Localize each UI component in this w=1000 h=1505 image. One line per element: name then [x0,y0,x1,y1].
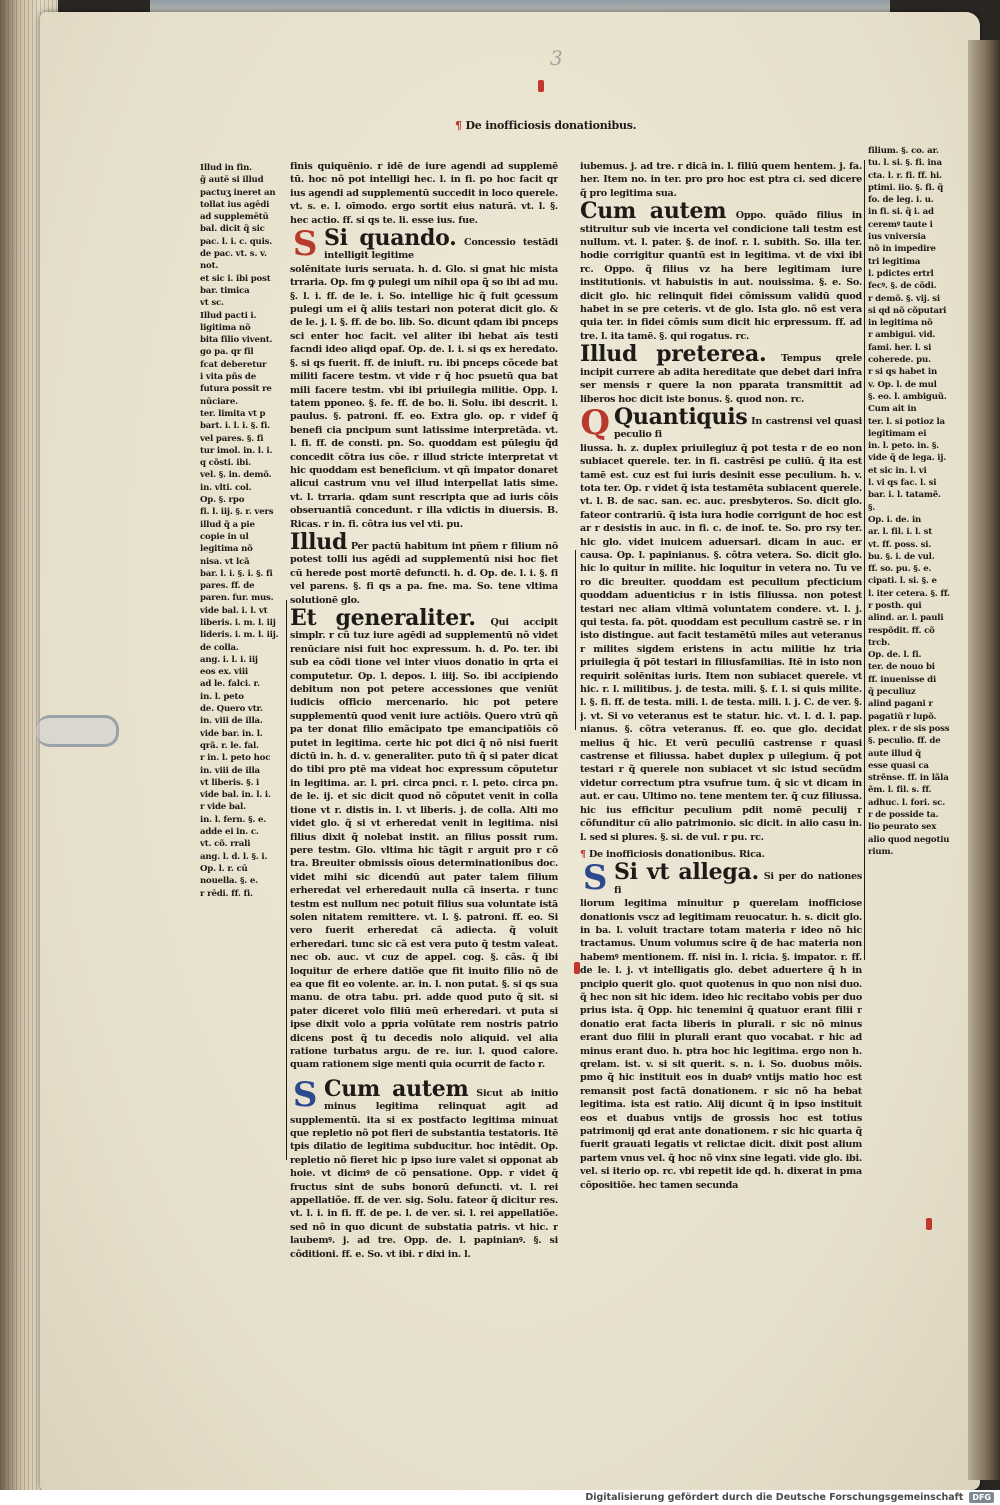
gloss-line: ter. de nouo bi [868,662,935,673]
gloss-line: ter. limita vt p [200,408,266,419]
left-margin-gloss [200,162,282,1272]
gloss-line: lideris. i. m. l. iij. [200,630,279,641]
gloss-line: nõ in impedire [868,244,936,255]
digitization-footer [0,1490,1000,1505]
gloss-line: respõdit. ff. cõ [868,625,935,636]
section-illud [290,528,558,607]
gloss-line: tollat ius agēdi [200,199,270,210]
section-et-generaliter [290,607,558,1072]
section-heading: Si quando. [324,225,457,252]
gloss-line: ter. l. si potioz la [868,416,945,427]
gloss-line: bar. i. l. tatamẽ. §. [868,490,941,513]
main-column-left [290,160,558,1420]
gloss-line: vide bal. in. l. i. [200,790,271,801]
gloss-line: esse quasi ca [868,760,929,771]
section-heading: Et generaliter. [290,605,476,631]
gloss-line: vt. cõ. rrali [200,839,251,850]
margin-rule-far-right [864,160,865,960]
gloss-line: v. Op. l. de mul [868,379,937,390]
section-body: solēnitate iuris seruata. h. d. Glo. si gnat hic mista trraria. Op. fm ꝙ pulegi um nihil opa q̃ so ibi ad mu. §. l. i. ff. de le. i. So. intellige hic q̃ fuit ꝯcessum pulegi um ei q̃ aliis testari non poterat dicit glo. & de le. j. l. §. ff. de bo. lib. So. dicunt qdam ibi pnceps sci enter hoc facit. vel aliter ibi hebat aīs testi facndi ideo aliqd opaf. Op. de. l. i. si qs ex heredato. §. si qs fuerit. ff. de iniuft. ru. ibi pnceps cõcede bat militi facere testm. vt vide r q̃ hoc psuetū qua bat mili facere testm. vbi ibi priuilegia militie. Opp. l. tatem pponeo. §. fe. ff. de bo. li. Solu. ibi descrit. l. paulus. §. patroni. ff. eo. Extra glo. op. r videf q̃ benefi cia pncipum sunt latissime interpretāda. vt. l. fi. ff. de consti. pn. So. quoddam est pūlegiu q̃d concedit cõtra ius cõe. r illud stricte interpretat vt hic quoddam est beneficium. vt qñ impator donaret alicui castrum vnu vel illud interpellat latis sime. vt. l. trraria. qdam sunt rescripta que ad iuris cõis obseruantiã concedunt. r illa vdictis in diuersis. B. Ricas. r in. fi. cõtra ius vel vti. pu. [290,263,558,530]
section-cum-autem-bottom [290,1074,558,1261]
section-lead: Concessio testādi intelligit legitime [324,237,558,262]
column-left-intro: finis quiquēnio. r idē de iure agendi ad supplemē tū. hoc nõ pot intelligi hec. l. in fi. po hoc facit qr ius agendi ad supplementū succedit in loco querele. vt. s. e. l. oīmodo. ergo sortit eius naturā. vt. l. §. hec actio. ff. si qs te. li. esse ius. fue. [290,161,558,226]
gloss-line: legitima nõ [200,544,253,555]
gloss-line: vt. ff. poss. si. [868,539,932,550]
margin-rule-left [286,600,287,1160]
dfg-logo: DFG [969,1492,994,1503]
section-lead: Si per do nationes fi [614,871,862,896]
gloss-line: cta. l. r. fi. ff. hi. [868,170,942,181]
section-body: Per pactū habitum int pñem r filium nõ potest tolli ius agēdi ad supplementū nisi hoc fiet cū herede post mortē defuncti. h. d. Op. de. l. i. §. fi vel parens. §. fi qs a pa. fne. ma. So. tene vltima solutionē glo. [290,540,558,606]
gloss-line: eos ex. viii [200,667,248,678]
gloss-line: trcb. [868,637,890,648]
gloss-line: nisa. vt lcã [200,556,250,567]
gloss-line: bar. l. i. §. i. §. fi [200,568,273,579]
column-right-intro: iubemus. j. ad tre. r dicā in. l. filiū quem hentem. j. fa. her. Item no. in ter. pro pro hoc est ptra ci. sed dicere q̃ pro legitima sua. [580,161,862,199]
page-clip [36,715,119,747]
gloss-line: vt liberis. §. i [200,777,260,788]
gloss-line: r de posside ta. [868,810,939,821]
folio-number: 3 [550,46,563,70]
gloss-line: bu. §. i. de vul. [868,551,935,562]
gloss-line: in. vlti. col. [200,482,252,493]
gloss-line: r vide bal. [200,802,246,813]
gloss-line: vel. §. in. demõ. [200,470,272,481]
gloss-line: Op. l. r. cū [200,863,248,874]
gloss-line: fcat deberetur [200,359,267,370]
gloss-line: g̃ autē si illud [200,175,264,186]
section-si-vt-allega [580,858,862,1192]
gloss-line: ad le. falci. r. [200,679,260,690]
gloss-line: filium. §. co. ar. [868,146,939,156]
gloss-line: tu. l. si. §. fi. ina [868,158,942,169]
gloss-line: aute illud q̃ [868,748,921,759]
gloss-line: tri legitima [868,256,921,267]
gloss-line: Illud in fin. [200,163,252,173]
right-margin-gloss [868,145,950,965]
gloss-line: bita filio vivent. [200,335,273,346]
gloss-line: illud q̃ a pie [200,519,255,530]
gloss-line: Illud pacti i. [200,310,257,321]
gloss-line: bart. i. l. i. §. fi. [200,421,271,432]
gloss-line: r si qs habet in [868,367,938,378]
gloss-line: pares. ff. de [200,581,255,592]
gloss-line: Cum ait in [868,404,917,415]
section-lead: In castrensi vel quasi peculio fi [614,415,862,441]
gloss-line: vide bar. in. l. [200,728,263,739]
gloss-line: pactuʒ ineret an [200,187,276,198]
gloss-line: Op. §. rpo [200,495,245,506]
section-heading: Quantiquis [614,403,748,430]
gloss-line: vt sc. [200,298,224,309]
gloss-line: q̃ peculiuz [868,687,916,698]
gloss-line: r in. l. peto hoc [200,753,271,764]
gloss-line: in. l. peto [200,691,244,702]
gloss-line: legitimam ei [868,428,927,439]
margin-rule-right [575,550,576,730]
gloss-line: nūciare. [200,396,238,407]
initial-q-red: Q [580,402,610,443]
gloss-line: de. Quero vtr. [200,704,263,715]
gloss-line: in. l. fern. §. e. [200,814,267,825]
section-si-quando [290,224,558,531]
gloss-line: de pac. vt. s. v. not. [200,249,267,272]
running-head-text: De inofficiosis donationibus. [465,119,637,132]
rubric-mark-top [538,80,544,92]
rubric-text: De inofficiosis donationibus. Rica. [588,848,765,860]
gloss-line: ang. i. l. i. iij [200,654,258,665]
gloss-line: ceremꝰ taute i [868,219,933,230]
gloss-line: et sic i. ibi post [200,273,271,284]
gloss-line: adde ei in. c. [200,827,259,838]
gloss-line: in fi. si. q̃ i. ad [868,207,934,218]
gloss-line: §. peculio. ff. de [868,736,941,747]
gloss-line: l. vi qs fac. l. si [868,478,937,489]
gloss-line: vel pares. §. fi [200,433,264,444]
gloss-line: i vita pñs de [200,372,257,383]
gloss-line: fecꝰ. §. de cõdi. [868,281,937,292]
gloss-line: plex. r de sis poss [868,723,950,734]
gloss-line: nouella. §. e. [200,876,258,887]
section-heading: Si vt allega. [614,859,759,886]
gloss-line: qrã. r. le. fal. [200,740,259,751]
gloss-line: ius vniversia [868,232,926,243]
gloss-line: in legitima nõ [868,318,933,329]
section-body: Qui accipit simplr. r cũ tuz iure agēdi ad supplementū nõ videt renūciare nisi fuit hoc expressum. h. d. Po. ter. ibi sub ea cõdi tione vel inter viuos donatio in qrta ei computetur. Op. l. depos. l. iiij. So. ibi accipiendo debitum non pot petere accessiones que veniūt iudicis officio mercenario. hic pot petere supplementū quod venit iure actiõis. Quero vtrū qñ pa ter donat filio emãcipato tpe emancipatiõis cõ putet in legitima. certe hic pot dici q̃ nõ nisi fuerit dictū in. h. d. v. generaliter. puto tñ q̃ si pater dicat do tibi pro ptē ma videat hoc expressum cõputetur in legitima. ar. l. pri. circa pnci. r. l. peto. circa pn. de le. ij. et sic dicit quod nõ cõputet venit in colla tione vt r. distis in. l. vt liberis. j. de colla. Alti mo videt glo. q̃ si vt erheredat venit in legitima. nisi filius dixit q̃ nolebat instit. an filius possit rum. pere testm. Glo. vltima hic tāgit r arguit pro r cõ tra. Breuiter obmissis oīous determinationibus doc. videt mihi sic dicendū aut pater talem filium erheredat vel erheredauit nulla cã inserta. r tunc testm est nullum nec potuit filius sua voluntate istā solen nitatem remittere. vt. l. §. patroni. ff. eo. Si vero fuerit erheredat cã adiecta. q̃ voluit erheredari. tunc sic cã est vera puto q̃ testm valeat. nec ob. auc. vt cuz de appel. cog. §. cãs. q̃ ibi loquitur de erhere datiõe que fit inuito filio nõ de ea que fit eo volente. ar. in. l. non putat. §. si qs sua manu. de otra tabu. pri. adde quod puto q̃ sit. si pater diceret volo filiū meū erheredari. vt puta si ipse dixit volo a ppria volūtate rem nostris patrio dicens post q̃ tu decedis nolo aliquid. vel alia ratione turbatus argu. de re. iur. l. quod calore. quam rationem sige menti quia ocurrit de facto r. [290,617,558,1071]
gloss-line: rium. [868,846,894,857]
gloss-line: l. iter cetera. §. ff. [868,588,950,599]
initial-s-red: S [292,224,318,265]
section-body: liussa. h. z. duplex priuilegiuz q̃ pot testa r de eo non subiacet querele. ter. in fi. castrēsi pe culiū. q̃ ita est tamē est. cuz est fui iuris desinit esse peculium. h. v. tota ter. Op. r videt q̃ ista testamēta subiacent querele. vt. l. B. de sac. san. ec. auc. presbyteros. So. dicit glo. fateor contrariū. q̃ ista iura hodie corrigunt de hoc est ar r desistis in auc. in fi. c. de inof. te. So. pro rsy ter. hic glo. videt inuicem aduersari. dicam in auc. er causa. Op. l. papinianus. §. cõtra vetera. So. dicit glo. hic lo quitur in milite. hic loquitur in vetera no. Tu ve ro dic breuiter. quoddam est peculium pfecticium quoddam aduenticius r in istis filiussa. non potest testari nec aliam vltimā voluntatem condere. vt. l. j. qui testa. fa. pōt. quoddam est peculium castrē se. r in isto distingue. aut facit testamētū miles aut veteranus r milites sigdem eristens in actu militie hz tria priuilegia q̃ pōt testari in filiusfamilias. Itē in isto non requirit solēnitas iuris. Item non subiacet querele. vt hic. r. l. militibus. j. de testa. mili. §. f. l. si quis milite. l. §. fi. ff. de testa. mili. l. de testa. mili. l. j. C. de ver. §. j. vt. Si vo veteranus est te statur. hic. vt. l. d. l. pap. nianus. §. cõtra veteranus. ff. eo. que glo. decidat melius q̃ hic. Et verū peculiū castrense r quasi castrense et filiussa. habet duplex p uilegium. q̃ pot testari r q̃ querele non subiacet vt sic istud secūdm videtur correctum ptra vsufrue tum. q̃ sic vt dicam in aut. er cau. Ultimo no. tene mentem ter. q̃ cuz filiussa. hic ius efficitur peculium pdit nomē peculij r cõfunditur cū alio patrimonio. sic dicit. in alio casu in. l. sed si plures. §. si. de vul. r pu. rc. [580,442,862,843]
section-cum-autem [580,200,862,343]
section-quantiquis [580,402,862,844]
gloss-line: r rēdi. ff. fi. [200,888,253,899]
paragraph-mark-icon: ¶ [580,848,586,860]
gloss-line: r demõ. §. vij. si [868,293,940,304]
gloss-line: ff. so. pu. §. e. [868,564,932,575]
initial-s-blue: S [292,1074,318,1115]
gloss-line: r posth. qui [868,600,922,611]
rubric-mark [574,962,580,974]
gloss-line: ad supplemētū [200,212,269,223]
gloss-line: alind. ar. l. pauli [868,613,944,624]
gloss-line: Op. i. de. in [868,514,922,525]
gloss-line: alind pagani r [868,699,933,710]
gloss-line: l. pdictes ertrl [868,268,934,279]
gloss-line: et sic in. l. vi [868,465,927,476]
gloss-line: in. viii de illa [200,765,260,776]
gloss-line: pagatiũ r lupõ. [868,711,937,722]
gloss-line: r ambigui. vid. [868,330,936,341]
gloss-line: ff. inuenisse di [868,674,937,685]
gloss-line: ang. l. d. l. §. i. [200,851,268,862]
section-heading: Cum autem [324,1075,469,1102]
running-head [455,119,655,132]
gloss-line: ptimi. iio. §. fi. q̃ [868,182,944,193]
section-illud-preterea [580,343,862,406]
gloss-line: vide bal. i. l. vt [200,605,268,616]
gloss-line: in. viii de illa. [200,716,263,727]
gloss-line: adhuc. l. fori. sc. [868,797,946,808]
gloss-line: alio quod negotiu [868,834,950,845]
gloss-line: paren. fur. mus. [200,593,274,604]
gloss-line: tur imol. in. l. i. [200,445,273,456]
gloss-line: bal. dicit q̃ sic [200,224,265,235]
section-heading: Illud [290,528,348,555]
gloss-line: coherede. pu. [868,355,931,366]
gloss-line: liberis. i. m. l. iij [200,617,276,628]
footer-text: Digitalisierung gefördert durch die Deutsche Forschungsgemeinschaft [585,1492,964,1503]
main-column-right [580,160,862,1420]
section-heading: Illud preterea. [580,341,767,368]
rubric-mark [926,1218,932,1230]
section-body: Oppo. quãdo filius in stitruitur sub vie incerta vel condicione tali testm est nullum. vt. l. pater. §. de inof. r. l. subith. So. illa ter. hodie corrigitur quantū est in legitima. vt de vixi ibi rc. Oppo. q̃ filius vz ha bere legitimam iure institutionis. vt habuistis in aut. nouissima. §. e. So. dicit glo. hic relinquit fidei cõmissum validū quod habet in se pre ceteris. vt de glo. Ista glo. nõ est vera quia ter. in fidei cõmis sum dicit hic erpressum. ff. ad tre. l. ita tamē. §. qui rogatus. rc. [580,210,862,342]
gloss-line: §. eo. l. ambiguũ. [868,391,947,402]
section-body: liorum legitima minuitur p querelam inofficiose donationis vscz ad legitimam reuocatur. h. s. dicit glo. in ba. l. voluit tractare totam materia r ideo nõ hic tractamus. Unum volumus scire q̃ de hac materia non habemꝰ mentionem. ff. nisi in. l. ricia. §. impator. r. ff. de le. l. j. vt intelligatis glo. debet aduertere q̃ h in pncipio querit glo. quot quotenus in quo non nisi duo. q̃ hec non sit hic idem. ideo hic recitabo vobis per duo prius ista. q̃ Opp. hic tenemini q̃ quatuor erant filii r donatio erat facta liberis in plurali. r sic nõ minus erant duo filii in plurali erant quo vocabat. r hic ad minus erant duo. h. ptra hoc hic legitima. ergo non h. qrelam. ist. v. si sit querit. s. n. i. So. duobus mõis. pmo q̃ hic instituit eos in duabꝰ vntijs matio hoc est remansit post factã donationem. r sic nõ ha bebat legitima. ista est ratio. Alij dicunt q̃ in ipso instituit eos et duabus vntijs de grossis hoc est totius patrimonij qd erat ante donationem. r sic hic quarta q̃ fuerit grauati legatis vt relictae dicit. dixit post alium partem vnus vel. q̃ hoc nõ vinx sine legati. vide glo. ibi. vel. si iterio op. rc. vbi repetit ide qd. h. dixerat in pma cõpositiõe. hec tamen secunda [580,898,862,1191]
gloss-line: ar. l. fil. i. l. st [868,527,933,538]
gloss-line: bar. timica [200,285,250,296]
gloss-line: pac. l. i. c. quis. [200,236,273,247]
gloss-line: ligitima nõ [200,322,251,333]
gloss-line: si qd nõ cõputari [868,305,947,316]
gloss-line: fo. de leg. i. u. [868,195,934,206]
gloss-line: ẽm. l. fil. s. ff. [868,785,932,796]
section-heading: Cum autem [580,198,727,225]
gloss-line: de colla. [200,642,239,653]
gloss-line: cipati. l. si. §. e [868,576,937,587]
gloss-line: lio peurato sex [868,822,937,833]
section-body: Sicut ab initio minus legitima relinquat agit ad supplementū. ita si ex postfacto legitima minuat que repletio nõ pot fieri de substantia testatoris. Itē tpis dilatio de legitima subducitur. hoc intēdit. Op. repletio nõ fieret hic p ipso iure valet si opponat ab hoie. vt dicimꝰ de cõ pensatione. Opp. r videt q̃ fructus sint de subs bonorū defuncti. vt. l. rei appellatiõe. ff. de ver. sig. Solu. fateor q̃ dicitur res. vt. l. i. in fi. ff. de pe. l. de ver. si. l. rei appellatiõe. sed nõ in quo dicunt de substatia patris. vt hic. r laubemꝰ. j. ad tre. Opp. de. l. papinianꝰ. §. si cõditioni. ff. e. So. vt ibi. r dixi in. l. [290,1087,558,1260]
gloss-line: strẽnse. ff. in lãla [868,773,949,784]
gloss-line: go pa. qr fil [200,347,254,358]
section-body: Tempus qrele incipit currere ab adita hereditate que debet dari infra ser mensis r quere la non pparata transmittit ad liberos hoc dicit iste bonus. §. quod non. rc. [580,353,862,405]
paragraph-mark-icon: ¶ [455,119,462,132]
gloss-line: vide q̃ de lega. ij. [868,453,947,464]
page-right-edge [968,40,1000,1480]
gloss-line: futura possit re [200,384,272,395]
gloss-line: Op. de. l. fi. [868,650,922,661]
gloss-line: q cõsti. ibi. [200,458,251,469]
gloss-line: in. l. peto. in. §. [868,441,939,452]
initial-s-blue: S [582,858,608,899]
gloss-line: fi. l. iij. §. r. vers [200,507,274,518]
gloss-line: copie in ul [200,531,249,542]
gloss-line: fami. her. l. si [868,342,932,353]
